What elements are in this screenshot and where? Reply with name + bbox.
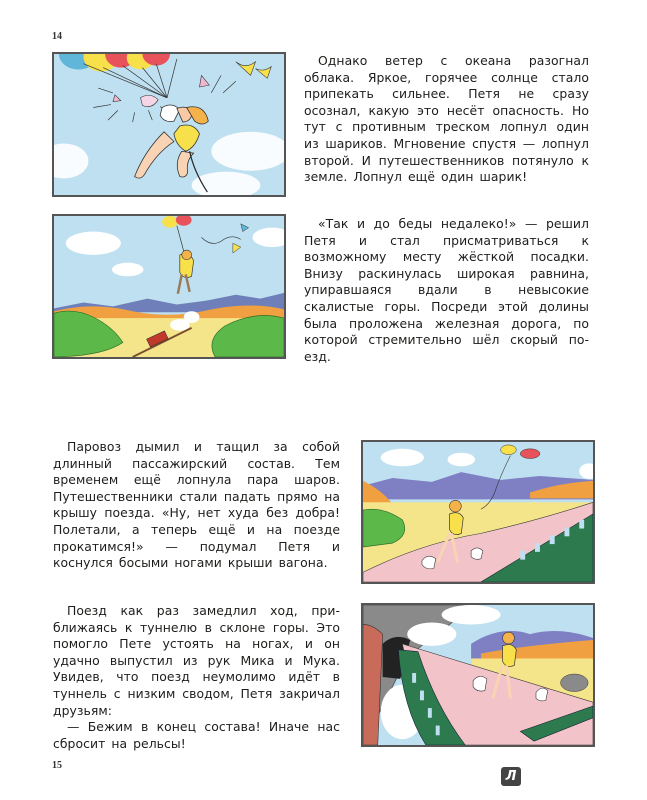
- paragraph-4: [53, 603, 340, 752]
- paragraph-4-text: Поезд как раз замедлил ход, приближаясь к туннелю в склоне горы. Это помогло Пете устоять на ногах, и он удачно выпустил из рук Мика и Мука. Увидев, что поезд неумолимо идёт в туннель с низким сводом, Петя закричал друзьям:: [53, 603, 340, 718]
- paragraph-5-dialogue: — Бежим в конец состава! Иначе нас сбросит на рельсы!: [53, 719, 340, 751]
- page-number-top: 14: [52, 31, 62, 42]
- page-number-bottom: 15: [52, 760, 62, 771]
- illustration-3-art: [363, 442, 593, 582]
- illustration-1-art: [54, 54, 284, 195]
- paragraph-2: [304, 216, 589, 365]
- illustration-train-tunnel: [361, 603, 595, 747]
- paragraph-2-text: «Так и до беды недалеко!» — решил Петя и стал присматриваться к возможному месту жёсткой посадки. Внизу раскинулась широкая равнина, упиравшаяся вдали в невысокие скалистые горы. Посреди этой долины была проложена железная дорога, по которой стремительно шёл скорый поезд.: [304, 216, 589, 364]
- illustration-4-art: [363, 605, 593, 745]
- illustration-balloons-flight: [52, 52, 286, 197]
- illustration-landing-on-train: [361, 440, 595, 584]
- illustration-2-art: [54, 216, 284, 357]
- publisher-logo-icon: Л: [501, 767, 521, 786]
- illustration-falling-over-plain: [52, 214, 286, 359]
- paragraph-3-text: Паровоз дымил и тащил за собой длинный пассажирский состав. Тем временем ещё лопнула пара шаров. Путешественники стали падать прямо на крышу поезда. «Ну, нет худа без добра! Полетали, а теперь ещё и на поезде прокатимся!» — подумал Петя и коснулся босыми ногами крыши вагона.: [53, 439, 340, 571]
- paragraph-3: [53, 439, 340, 572]
- paragraph-1-text: Однако ветер с океана разогнал облака. Яркое, горячее солнце стало припекать сильнее. Петя не сразу осознал, какую это несёт опасность. Но тут с противным треском лопнул один из шариков. Мгновение спустя — лопнул второй. И путешественников потянуло к земле. Лопнул ещё один шарик!: [304, 53, 589, 185]
- paragraph-1: [304, 53, 589, 186]
